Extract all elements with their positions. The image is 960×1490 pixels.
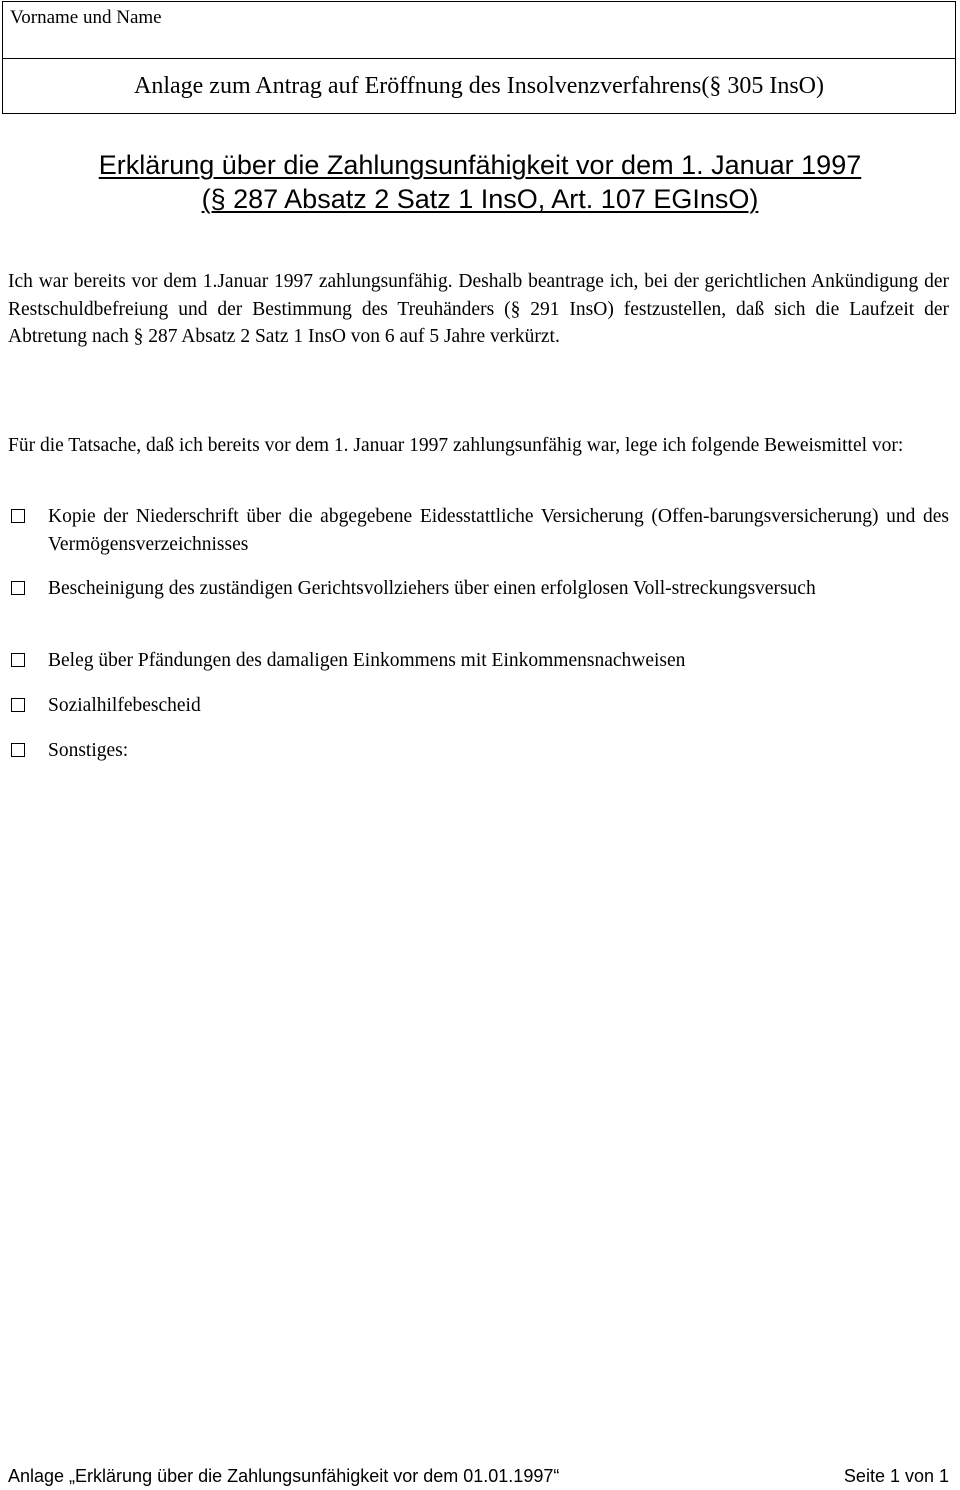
checklist-item — [8, 503, 949, 559]
checkbox[interactable] — [11, 509, 25, 523]
checkbox[interactable] — [11, 743, 25, 757]
footer-page-number: Seite 1 von 1 — [843, 1466, 949, 1486]
checkbox[interactable] — [11, 698, 25, 712]
checklist-item-label: Kopie der Niederschrift über die abgegebene Eidesstattliche Versicherung (Offen-barungsversicherung) und des Vermögensverzeichnisses — [48, 506, 949, 555]
footer-document-name: Anlage „Erklärung über die Zahlungsunfähigkeit vor dem 01.01.1997“ — [8, 1466, 560, 1486]
checklist-item-label: Beleg über Pfändungen des damaligen Einkommens mit Einkommensnachweisen — [48, 650, 686, 671]
evidence-intro-paragraph: Für die Tatsache, daß ich bereits vor dem 1. Januar 1997 zahlungsunfähig war, lege ich folgende Beweismittel vor: — [8, 435, 904, 456]
declaration-heading — [0, 148, 960, 216]
checklist-item — [8, 647, 949, 675]
checklist-item-label: Sonstiges: — [48, 740, 129, 761]
name-field-row[interactable] — [3, 2, 955, 59]
name-field-label: Vorname und Name — [10, 7, 162, 28]
checkbox[interactable] — [11, 581, 25, 595]
document-title: Anlage zum Antrag auf Eröffnung des Insolvenzverfahrens(§ 305 InsO) — [133, 73, 824, 99]
checklist-item-label: Bescheinigung des zuständigen Gerichtsvollziehers über einen erfolglosen Voll-streckungsversuch — [48, 578, 816, 599]
heading-line-1: Erklärung über die Zahlungsunfähigkeit vor dem 1. Januar 1997 — [98, 150, 862, 180]
header-box — [2, 1, 956, 114]
checklist-item — [8, 692, 949, 720]
declaration-paragraph: Ich war bereits vor dem 1.Januar 1997 zahlungsunfähig. Deshalb beantrage ich, bei der gerichtlichen Ankündigung der Restschuldbefreiung und der Bestimmung des Treuhänders (§ 291 InsO) festzustellen, daß sich die Laufzeit der Abtretung nach § 287 Absatz 2 Satz 1 InsO von 6 auf 5 Jahre verkürzt. — [8, 271, 949, 347]
heading-line-2: (§ 287 Absatz 2 Satz 1 InsO, Art. 107 EGInsO) — [201, 184, 759, 214]
checklist-item — [8, 737, 949, 765]
checklist-item — [8, 575, 949, 603]
page-footer — [8, 1466, 949, 1487]
checklist-item-label: Sozialhilfebescheid — [48, 695, 201, 716]
checkbox[interactable] — [11, 653, 25, 667]
